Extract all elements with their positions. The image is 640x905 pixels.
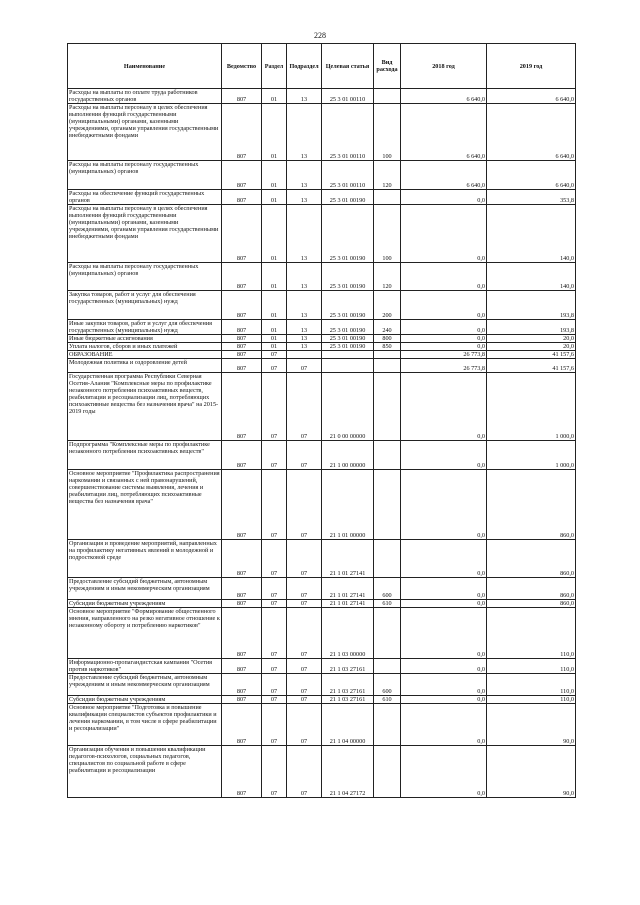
row-target: 21 1 01 00000 (322, 470, 374, 540)
row-name: Уплата налогов, сборов и иных платежей (68, 343, 222, 351)
row-2018: 26 773,8 (401, 351, 487, 359)
row-2019: 20,0 (487, 335, 576, 343)
row-2019: 110,0 (487, 659, 576, 674)
row-target: 21 1 03 27161 (322, 674, 374, 696)
row-subsection: 13 (287, 104, 322, 161)
row-2019: 1 000,0 (487, 373, 576, 441)
row-subsection: 13 (287, 190, 322, 205)
row-2019: 110,0 (487, 608, 576, 659)
row-subsection: 13 (287, 89, 322, 104)
row-kind: 610 (374, 600, 401, 608)
row-subsection: 13 (287, 205, 322, 263)
table-row (68, 600, 576, 608)
row-dept: 807 (222, 161, 262, 190)
row-section: 07 (262, 704, 287, 746)
row-name: Подпрограмма "Комплексные меры по профилактике незаконного потребления психоактивных веществ" (68, 441, 222, 470)
row-2018: 0,0 (401, 540, 487, 578)
row-2019: 140,0 (487, 263, 576, 291)
row-target: 21 1 03 27161 (322, 696, 374, 704)
row-dept: 807 (222, 600, 262, 608)
table-row (68, 190, 576, 205)
col-header-kind: Вид расхода (374, 44, 401, 89)
row-name: Субсидии бюджетным учреждениям (68, 696, 222, 704)
table-row (68, 161, 576, 190)
row-section: 01 (262, 291, 287, 320)
row-2019: 110,0 (487, 674, 576, 696)
row-name: Организация и проведение мероприятий, направленных на профилактику негативных явлений в молодежной и подростковой среде (68, 540, 222, 578)
col-header-dept: Ведомство (222, 44, 262, 89)
row-dept: 807 (222, 578, 262, 600)
row-subsection: 07 (287, 659, 322, 674)
row-section: 01 (262, 263, 287, 291)
row-dept: 807 (222, 704, 262, 746)
row-name: Расходы на выплаты по оплате труда работников государственных органов (68, 89, 222, 104)
table-row (68, 746, 576, 798)
row-section: 07 (262, 351, 287, 359)
row-subsection: 07 (287, 540, 322, 578)
row-subsection: 07 (287, 674, 322, 696)
row-kind: 100 (374, 104, 401, 161)
row-dept: 807 (222, 359, 262, 373)
row-dept: 807 (222, 540, 262, 578)
row-dept: 807 (222, 659, 262, 674)
row-2018: 0,0 (401, 343, 487, 351)
row-target: 25 3 01 00190 (322, 263, 374, 291)
row-target: 25 3 01 00110 (322, 89, 374, 104)
budget-table (67, 43, 576, 798)
col-header-2019: 2019 год (487, 44, 576, 89)
row-name: Иные бюджетные ассигнования (68, 335, 222, 343)
row-2018: 26 773,8 (401, 359, 487, 373)
row-dept: 807 (222, 441, 262, 470)
row-section: 07 (262, 608, 287, 659)
row-dept: 807 (222, 351, 262, 359)
row-section: 01 (262, 335, 287, 343)
row-kind (374, 190, 401, 205)
row-subsection: 13 (287, 161, 322, 190)
row-name: Расходы на выплаты персоналу в целях обеспечения выполнения функций государственными (муниципальными) органами, казенными учреждениями, органами управления государственными внебюджетными фондами (68, 205, 222, 263)
table-row (68, 608, 576, 659)
row-target: 21 1 04 27172 (322, 746, 374, 798)
table-row (68, 704, 576, 746)
row-target: 25 3 01 00110 (322, 104, 374, 161)
row-2018: 6 640,0 (401, 104, 487, 161)
row-name: Информационно-пропагандистская кампания "Осетия против наркотиков" (68, 659, 222, 674)
row-kind: 800 (374, 335, 401, 343)
row-name: Иные закупки товаров, работ и услуг для обеспечения государственных (муниципальных) нужд (68, 320, 222, 335)
row-2018: 0,0 (401, 746, 487, 798)
row-name: Молодежная политика и оздоровление детей (68, 359, 222, 373)
row-section: 07 (262, 674, 287, 696)
row-target: 25 3 01 00190 (322, 205, 374, 263)
row-section: 01 (262, 343, 287, 351)
row-2019: 6 640,0 (487, 89, 576, 104)
table-row (68, 696, 576, 704)
row-subsection: 07 (287, 373, 322, 441)
row-dept: 807 (222, 263, 262, 291)
row-kind (374, 441, 401, 470)
row-target: 25 3 01 00190 (322, 343, 374, 351)
row-target: 21 0 00 00000 (322, 373, 374, 441)
row-2018: 6 640,0 (401, 89, 487, 104)
row-2018: 0,0 (401, 470, 487, 540)
row-kind: 600 (374, 674, 401, 696)
row-target (322, 359, 374, 373)
table-header-row (68, 44, 576, 89)
row-kind: 120 (374, 263, 401, 291)
row-name: Государственная программа Республики Северная Осетия-Алания "Комплексные меры по профилактике незаконного потребления психоактивных веществ, реабилитации и ресоциализации лиц, потребляющих психоактивные вещества без назначения врача" на 2015-2019 годы (68, 373, 222, 441)
row-target: 21 1 01 27141 (322, 578, 374, 600)
table-row (68, 335, 576, 343)
row-name: ОБРАЗОВАНИЕ (68, 351, 222, 359)
row-2019: 90,0 (487, 746, 576, 798)
row-dept: 807 (222, 104, 262, 161)
row-target: 21 1 01 27141 (322, 540, 374, 578)
table-row (68, 674, 576, 696)
row-kind (374, 746, 401, 798)
row-kind: 600 (374, 578, 401, 600)
row-name: Организация обучения и повышения квалификации педагогов-психологов, социальных педагогов, специалистов по социальной работе в сфере реабилитации и ресоциализации (68, 746, 222, 798)
row-dept: 807 (222, 291, 262, 320)
row-2018: 0,0 (401, 674, 487, 696)
row-name: Расходы на обеспечение функций государственных органов (68, 190, 222, 205)
row-2019: 860,0 (487, 540, 576, 578)
row-target (322, 351, 374, 359)
row-subsection (287, 351, 322, 359)
row-dept: 807 (222, 608, 262, 659)
row-2018: 6 640,0 (401, 161, 487, 190)
row-section: 07 (262, 659, 287, 674)
row-kind (374, 540, 401, 578)
row-2018: 0,0 (401, 373, 487, 441)
table-row (68, 351, 576, 359)
row-2019: 6 640,0 (487, 104, 576, 161)
row-2018: 0,0 (401, 320, 487, 335)
row-2019: 193,8 (487, 320, 576, 335)
row-2018: 0,0 (401, 704, 487, 746)
row-2019: 20,0 (487, 343, 576, 351)
row-name: Предоставление субсидий бюджетным, автономным учреждениям и иным некоммерческим организациям (68, 578, 222, 600)
row-section: 01 (262, 104, 287, 161)
row-target: 21 1 03 00000 (322, 608, 374, 659)
row-2019: 140,0 (487, 205, 576, 263)
row-target: 25 3 01 00190 (322, 291, 374, 320)
row-kind: 120 (374, 161, 401, 190)
row-dept: 807 (222, 373, 262, 441)
row-subsection: 07 (287, 441, 322, 470)
row-name: Расходы на выплаты персоналу государственных (муниципальных) органов (68, 263, 222, 291)
row-dept: 807 (222, 470, 262, 540)
row-section: 07 (262, 470, 287, 540)
row-target: 25 3 01 00190 (322, 335, 374, 343)
row-subsection: 13 (287, 291, 322, 320)
row-section: 07 (262, 746, 287, 798)
row-name: Расходы на выплаты персоналу государственных (муниципальных) органов (68, 161, 222, 190)
row-section: 07 (262, 600, 287, 608)
row-kind (374, 470, 401, 540)
col-header-name: Наименование (68, 44, 222, 89)
table-row (68, 343, 576, 351)
row-2019: 41 157,6 (487, 351, 576, 359)
row-kind (374, 659, 401, 674)
row-section: 07 (262, 578, 287, 600)
table-row (68, 205, 576, 263)
row-dept: 807 (222, 335, 262, 343)
row-kind: 610 (374, 696, 401, 704)
row-2019: 1 000,0 (487, 441, 576, 470)
row-dept: 807 (222, 746, 262, 798)
table-row (68, 659, 576, 674)
row-2018: 0,0 (401, 608, 487, 659)
row-kind (374, 373, 401, 441)
row-kind: 100 (374, 205, 401, 263)
table-row (68, 441, 576, 470)
row-section: 01 (262, 205, 287, 263)
row-kind (374, 704, 401, 746)
table-row (68, 470, 576, 540)
row-subsection: 13 (287, 335, 322, 343)
row-2019: 860,0 (487, 470, 576, 540)
table-row (68, 263, 576, 291)
row-target: 21 1 04 00000 (322, 704, 374, 746)
row-dept: 807 (222, 205, 262, 263)
row-2019: 90,0 (487, 704, 576, 746)
row-subsection: 07 (287, 359, 322, 373)
col-header-section: Раздел (262, 44, 287, 89)
row-subsection: 07 (287, 608, 322, 659)
row-section: 07 (262, 696, 287, 704)
row-subsection: 13 (287, 343, 322, 351)
row-dept: 807 (222, 674, 262, 696)
row-kind: 200 (374, 291, 401, 320)
row-dept: 807 (222, 320, 262, 335)
table-row (68, 104, 576, 161)
row-name: Предоставление субсидий бюджетным, автономным учреждениям и иным некоммерческим организациям (68, 674, 222, 696)
row-2018: 0,0 (401, 291, 487, 320)
row-subsection: 13 (287, 263, 322, 291)
row-name: Расходы на выплаты персоналу в целях обеспечения выполнения функций государственными (муниципальными) органами, казенными учреждениями, органами управления государственными внебюджетными фондами (68, 104, 222, 161)
row-section: 07 (262, 373, 287, 441)
col-header-target: Целевая статья (322, 44, 374, 89)
row-kind (374, 89, 401, 104)
row-subsection: 07 (287, 600, 322, 608)
row-kind: 850 (374, 343, 401, 351)
row-2019: 353,8 (487, 190, 576, 205)
page-number: 228 (314, 31, 326, 40)
row-2019: 6 640,0 (487, 161, 576, 190)
row-kind (374, 351, 401, 359)
row-section: 07 (262, 540, 287, 578)
table-row (68, 89, 576, 104)
row-kind (374, 359, 401, 373)
row-subsection: 07 (287, 470, 322, 540)
row-2018: 0,0 (401, 190, 487, 205)
row-2019: 860,0 (487, 600, 576, 608)
row-2018: 0,0 (401, 205, 487, 263)
col-header-2018: 2018 год (401, 44, 487, 89)
row-section: 07 (262, 441, 287, 470)
row-2018: 0,0 (401, 600, 487, 608)
row-section: 07 (262, 359, 287, 373)
row-name: Основное мероприятие "Профилактика распространения наркомании и связанных с ней правонарушений, совершенствование системы выявления, лечения и реабилитации лиц, потребляющих психоактивные вещества без назначения врача" (68, 470, 222, 540)
row-name: Закупка товаров, работ и услуг для обеспечения государственных (муниципальных) нужд (68, 291, 222, 320)
row-2019: 41 157,6 (487, 359, 576, 373)
row-dept: 807 (222, 89, 262, 104)
row-2018: 0,0 (401, 263, 487, 291)
row-target: 25 3 01 00190 (322, 190, 374, 205)
row-section: 01 (262, 320, 287, 335)
row-target: 21 1 03 27161 (322, 659, 374, 674)
row-target: 25 3 01 00190 (322, 320, 374, 335)
row-name: Субсидии бюджетным учреждениям (68, 600, 222, 608)
row-section: 01 (262, 190, 287, 205)
row-target: 25 3 01 00110 (322, 161, 374, 190)
row-subsection: 07 (287, 704, 322, 746)
row-subsection: 07 (287, 578, 322, 600)
row-2019: 860,0 (487, 578, 576, 600)
row-2018: 0,0 (401, 441, 487, 470)
row-2018: 0,0 (401, 659, 487, 674)
row-kind (374, 608, 401, 659)
table-row (68, 359, 576, 373)
row-dept: 807 (222, 190, 262, 205)
row-section: 01 (262, 89, 287, 104)
row-dept: 807 (222, 696, 262, 704)
row-2019: 110,0 (487, 696, 576, 704)
table-row (68, 373, 576, 441)
row-name: Основное мероприятие "Формирование общественного мнения, направленного на резко негативное отношение к незаконному обороту и потреблению наркотиков" (68, 608, 222, 659)
row-dept: 807 (222, 343, 262, 351)
row-2018: 0,0 (401, 335, 487, 343)
col-header-subsection: Подраздел (287, 44, 322, 89)
row-subsection: 07 (287, 746, 322, 798)
row-2018: 0,0 (401, 696, 487, 704)
table-row (68, 291, 576, 320)
row-kind: 240 (374, 320, 401, 335)
row-2019: 193,8 (487, 291, 576, 320)
row-target: 21 1 01 27141 (322, 600, 374, 608)
table-row (68, 540, 576, 578)
row-subsection: 13 (287, 320, 322, 335)
row-2018: 0,0 (401, 578, 487, 600)
table-row (68, 320, 576, 335)
row-target: 21 1 00 00000 (322, 441, 374, 470)
row-subsection: 07 (287, 696, 322, 704)
row-name: Основное мероприятие "Подготовка и повышение квалификации специалистов субъектов профилактики и лечения наркомании, в том числе в сфере реабилитации и ресоциализации" (68, 704, 222, 746)
table-row (68, 578, 576, 600)
row-section: 01 (262, 161, 287, 190)
